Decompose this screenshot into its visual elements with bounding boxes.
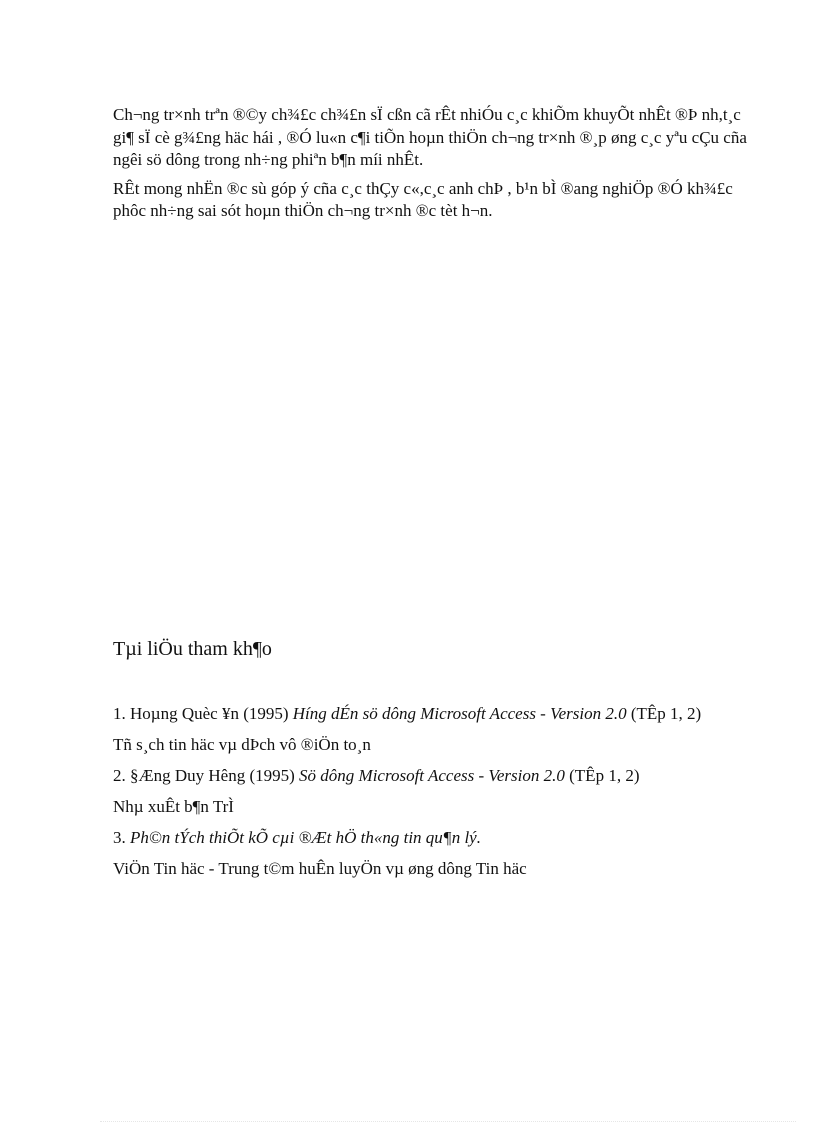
page-bottom-divider (100, 1121, 796, 1122)
references-list (113, 702, 753, 888)
reference-2-title: Sö dông Microsoft Access - Version 2.0 (299, 766, 565, 785)
reference-item-2 (113, 764, 753, 787)
reference-2-tail: (TÊp 1, 2) (569, 766, 640, 785)
reference-1-publisher: Tñ s¸ch tin häc vµ dÞch vô ®iÖn to¸n (113, 735, 371, 754)
reference-1-title: Híng dÉn sö dông Microsoft Access - Version 2.0 (292, 704, 627, 723)
reference-3-publisher: ViÖn Tin häc - Trung t©m huÊn luyÖn vµ øng dông Tin häc (113, 859, 527, 878)
reference-1-tail: (TÊp 1, 2) (630, 704, 702, 723)
intro-section (113, 104, 753, 229)
reference-2-publisher: Nhµ xuÊt b¶n TrÌ (113, 797, 234, 816)
reference-2-lead: 2. §Æng Duy Hêng (1995) (113, 766, 295, 785)
references-heading: Tµi liÖu tham kh¶o (113, 638, 272, 660)
reference-item-1 (113, 702, 753, 725)
intro-paragraph-1: Ch¬ng tr×nh trªn ®©y ch¾£c ch¾£n sÏ cßn cã rÊt nhiÓu c¸c khiÕm khuyÕt nhÊt ®Þ nh,t¸c gi¶ sÏ cè g¾£ng häc hái , ®Ó lu«n c¶i tiÕn hoµn thiÖn ch¬ng tr×nh ®¸p øng c¸c yªu cÇu cña ngêi sö dông trong nh÷ng phiªn b¶n míi nhÊt. (113, 105, 747, 169)
reference-item-3 (113, 826, 753, 849)
reference-1-lead: 1. Hoµng Quèc ¥n (1995) (113, 704, 289, 723)
intro-paragraph-2: RÊt mong nhËn ®c sù góp ý cña c¸c thÇy c«,c¸c anh chÞ , b¹n bÌ ®ang nghiÖp ®Ó kh¾£c phôc nh÷ng sai sót hoµn thiÖn ch¬ng tr×nh ®c tèt h¬n. (113, 178, 733, 220)
reference-3-title: Ph©n tÝch thiÕt kÕ cµi ®Æt hÖ th«ng tin qu¶n lý. (130, 828, 481, 847)
reference-3-lead: 3. (113, 828, 126, 847)
